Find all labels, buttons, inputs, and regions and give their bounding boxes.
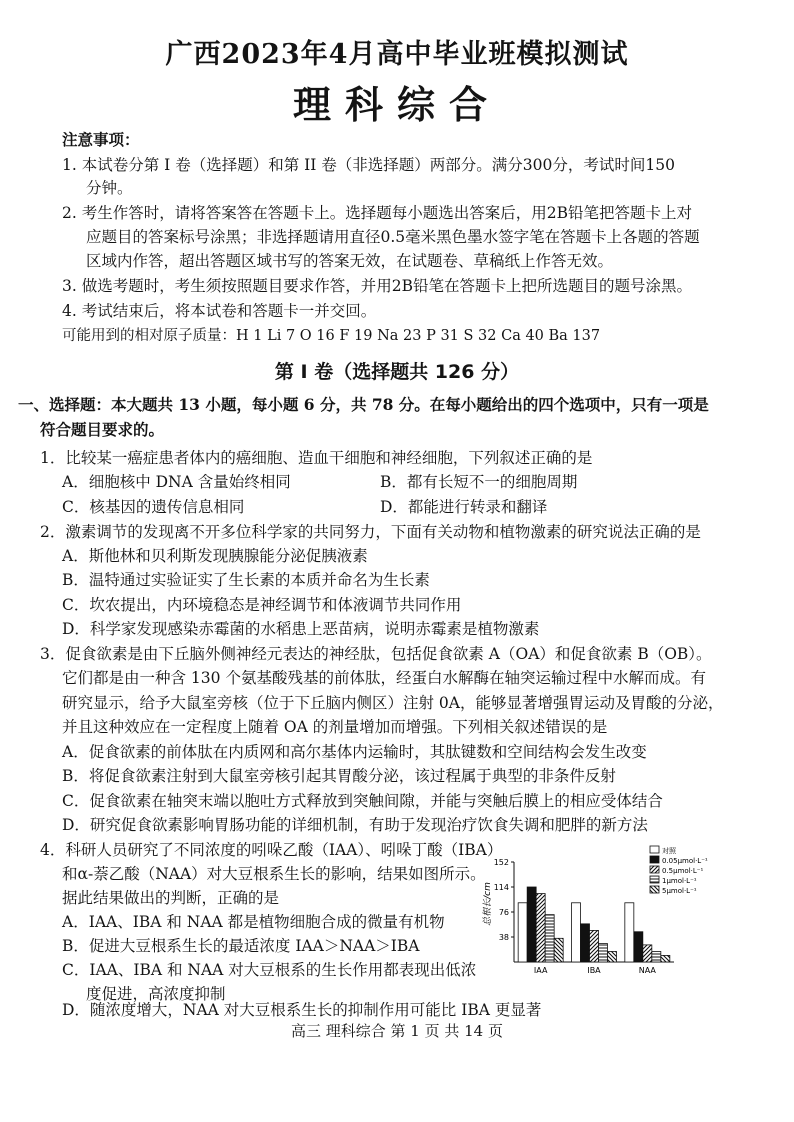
subject-title: 理科综合	[292, 82, 501, 127]
q4-option-c-cont: 度促进，高浓度抑制	[86, 985, 226, 1003]
y-tick-label: 114	[493, 883, 509, 892]
bar	[536, 894, 545, 962]
q4-option-d: D．随浓度增大，NAA 对大豆根系生长的抑制作用可能比 IBA 更显著	[62, 1001, 542, 1019]
bar	[599, 944, 608, 962]
legend-swatch	[650, 876, 659, 883]
bar	[634, 932, 643, 962]
x-tick-label: NAA	[638, 966, 656, 975]
q2-option-a: A．斯他林和贝利斯发现胰腺能分泌促胰液素	[62, 547, 368, 565]
legend-label: 对照	[662, 847, 676, 855]
atomic-mass-line: 可能用到的相对原子质量：H 1 Li 7 O 16 F 19 Na 23 P 31 S 32 Ca 40 Ba 137	[62, 328, 601, 344]
legend-swatch	[650, 846, 659, 853]
q4-option-a: A．IAA、IBA 和 NAA 都是植物细胞合成的微量有机物	[62, 913, 445, 931]
q3-stem: 它们都是由一种含 130 个氨基酸残基的前体肽，经蛋白水解酶在轴突运输过程中水解而成。有	[62, 669, 706, 687]
bar	[527, 887, 536, 962]
legend-label: 1μmol·L⁻¹	[662, 877, 697, 885]
q4-stem: 和α-萘乙酸（NAA）对大豆根系生长的影响，结果如图所示。	[62, 865, 486, 883]
bar	[518, 903, 527, 962]
x-tick-label: IAA	[533, 966, 548, 975]
y-tick-label: 38	[498, 933, 509, 942]
q3-option-d: D．研究促食欲素影响胃肠功能的详细机制，有助于发现治疗饮食失调和肥胖的新方法	[62, 816, 648, 834]
q2-stem: 2．激素调节的发现离不开多位科学家的共同努力，下面有关动物和植物激素的研究说法正确的是	[40, 523, 701, 541]
notes-heading: 注意事项：	[62, 130, 140, 149]
bar	[554, 938, 563, 962]
instruction-line: 符合题目要求的。	[40, 420, 165, 439]
note-line: 区域内作答，超出答题区域书写的答案无效，在试题卷、草稿纸上作答无效。	[86, 252, 614, 270]
note-line: 3. 做选考题时，考生须按照题目要求作答，并用2B铅笔在答题卡上把所选题目的题号涂黑。	[62, 277, 692, 295]
note-line: 分钟。	[86, 179, 133, 197]
bar	[608, 951, 617, 962]
q1-option-d: D．都能进行转录和翻译	[380, 498, 548, 516]
q1-option-c: C．核基因的遗传信息相同	[62, 498, 245, 516]
q3-stem: 研究显示，给予大鼠室旁核（位于下丘脑内侧区）注射 0A，能够显著增强胃运动及胃酸的分泌，	[62, 694, 724, 712]
q4-stem: 据此结果做出的判断，正确的是	[62, 889, 280, 907]
bar	[572, 903, 581, 962]
root-length-bar-chart	[478, 842, 740, 980]
q2-option-d: D．科学家发现感染赤霉菌的水稻患上恶苗病，说明赤霉素是植物激素	[62, 620, 540, 638]
bar	[545, 915, 554, 962]
q4-option-c: C．IAA、IBA 和 NAA 对大豆根系的生长作用都表现出低浓	[62, 961, 477, 979]
legend-swatch	[650, 886, 659, 893]
bar	[661, 955, 670, 962]
note-line: 1. 本试卷分第 I 卷（选择题）和第 II 卷（非选择题）两部分。满分300分，考试时间150	[62, 156, 675, 174]
y-tick-label: 76	[498, 908, 509, 917]
q3-option-c: C．促食欲素在轴突末端以胞吐方式释放到突触间隙，并能与突触后膜上的相应受体结合	[62, 792, 663, 810]
q2-option-b: B．温特通过实验证实了生长素的本质并命名为生长素	[62, 571, 430, 589]
q3-option-b: B．将促食欲素注射到大鼠室旁核引起其胃酸分泌，该过程属于典型的非条件反射	[62, 767, 616, 785]
page-footer: 高三 理科综合 第 1 页 共 14 页	[290, 1022, 503, 1040]
bar	[652, 951, 661, 962]
y-axis-label: 总根长/cm	[483, 882, 493, 926]
bar	[581, 924, 590, 962]
exam-title: 广西2023年4月高中毕业班模拟测试	[165, 39, 629, 70]
q1-option-b: B．都有长短不一的细胞周期	[380, 473, 578, 491]
bar	[590, 930, 599, 962]
note-line: 应题目的答案标号涂黑；非选择题请用直径0.5毫米黑色墨水签字笔在答题卡上各题的答题	[86, 228, 700, 246]
x-tick-label: IBA	[587, 966, 601, 975]
q1-stem: 1．比较某一癌症患者体内的癌细胞、造血干细胞和神经细胞，下列叙述正确的是	[40, 449, 593, 467]
q3-option-a: A．促食欲素的前体肽在内质网和高尔基体内运输时，其肽键数和空间结构会发生改变	[62, 743, 647, 761]
bar	[643, 945, 652, 962]
q3-stem: 3．促食欲素是由下丘脑外侧神经元表达的神经肽，包括促食欲素 A（OA）和促食欲素 B（OB）。	[40, 645, 712, 663]
q4-option-b: B．促进大豆根系生长的最适浓度 IAA＞NAA＞IBA	[62, 937, 420, 955]
y-tick-label: 152	[493, 858, 509, 867]
note-line: 2. 考生作答时，请将答案答在答题卡上。选择题每小题选出答案后，用2B铅笔把答题卡上对	[62, 204, 692, 222]
legend-label: 0.5μmol·L⁻¹	[662, 867, 704, 875]
q2-option-c: C．坎农提出，内环境稳态是神经调节和体液调节共同作用	[62, 596, 462, 614]
legend-label: 5μmol·L⁻¹	[662, 887, 697, 895]
q1-option-a: A．细胞核中 DNA 含量始终相同	[62, 473, 291, 491]
instruction-line: 一、选择题：本大题共 13 小题，每小题 6 分，共 78 分。在每小题给出的四个选项中，只有一项是	[18, 395, 709, 414]
legend-swatch	[650, 866, 659, 873]
bar	[625, 903, 634, 962]
q3-stem: 并且这种效应在一定程度上随着 OA 的剂量增加而增强。下列相关叙述错误的是	[62, 718, 608, 736]
q4-stem: 4．科研人员研究了不同浓度的吲哚乙酸（IAA）、吲哚丁酸（IBA）	[40, 841, 503, 859]
note-line: 4. 考试结束后，将本试卷和答题卡一并交回。	[62, 302, 377, 320]
section-title: 第 I 卷（选择题共 126 分）	[274, 361, 520, 383]
legend-label: 0.05μmol·L⁻¹	[662, 857, 708, 865]
legend-swatch	[650, 856, 659, 863]
